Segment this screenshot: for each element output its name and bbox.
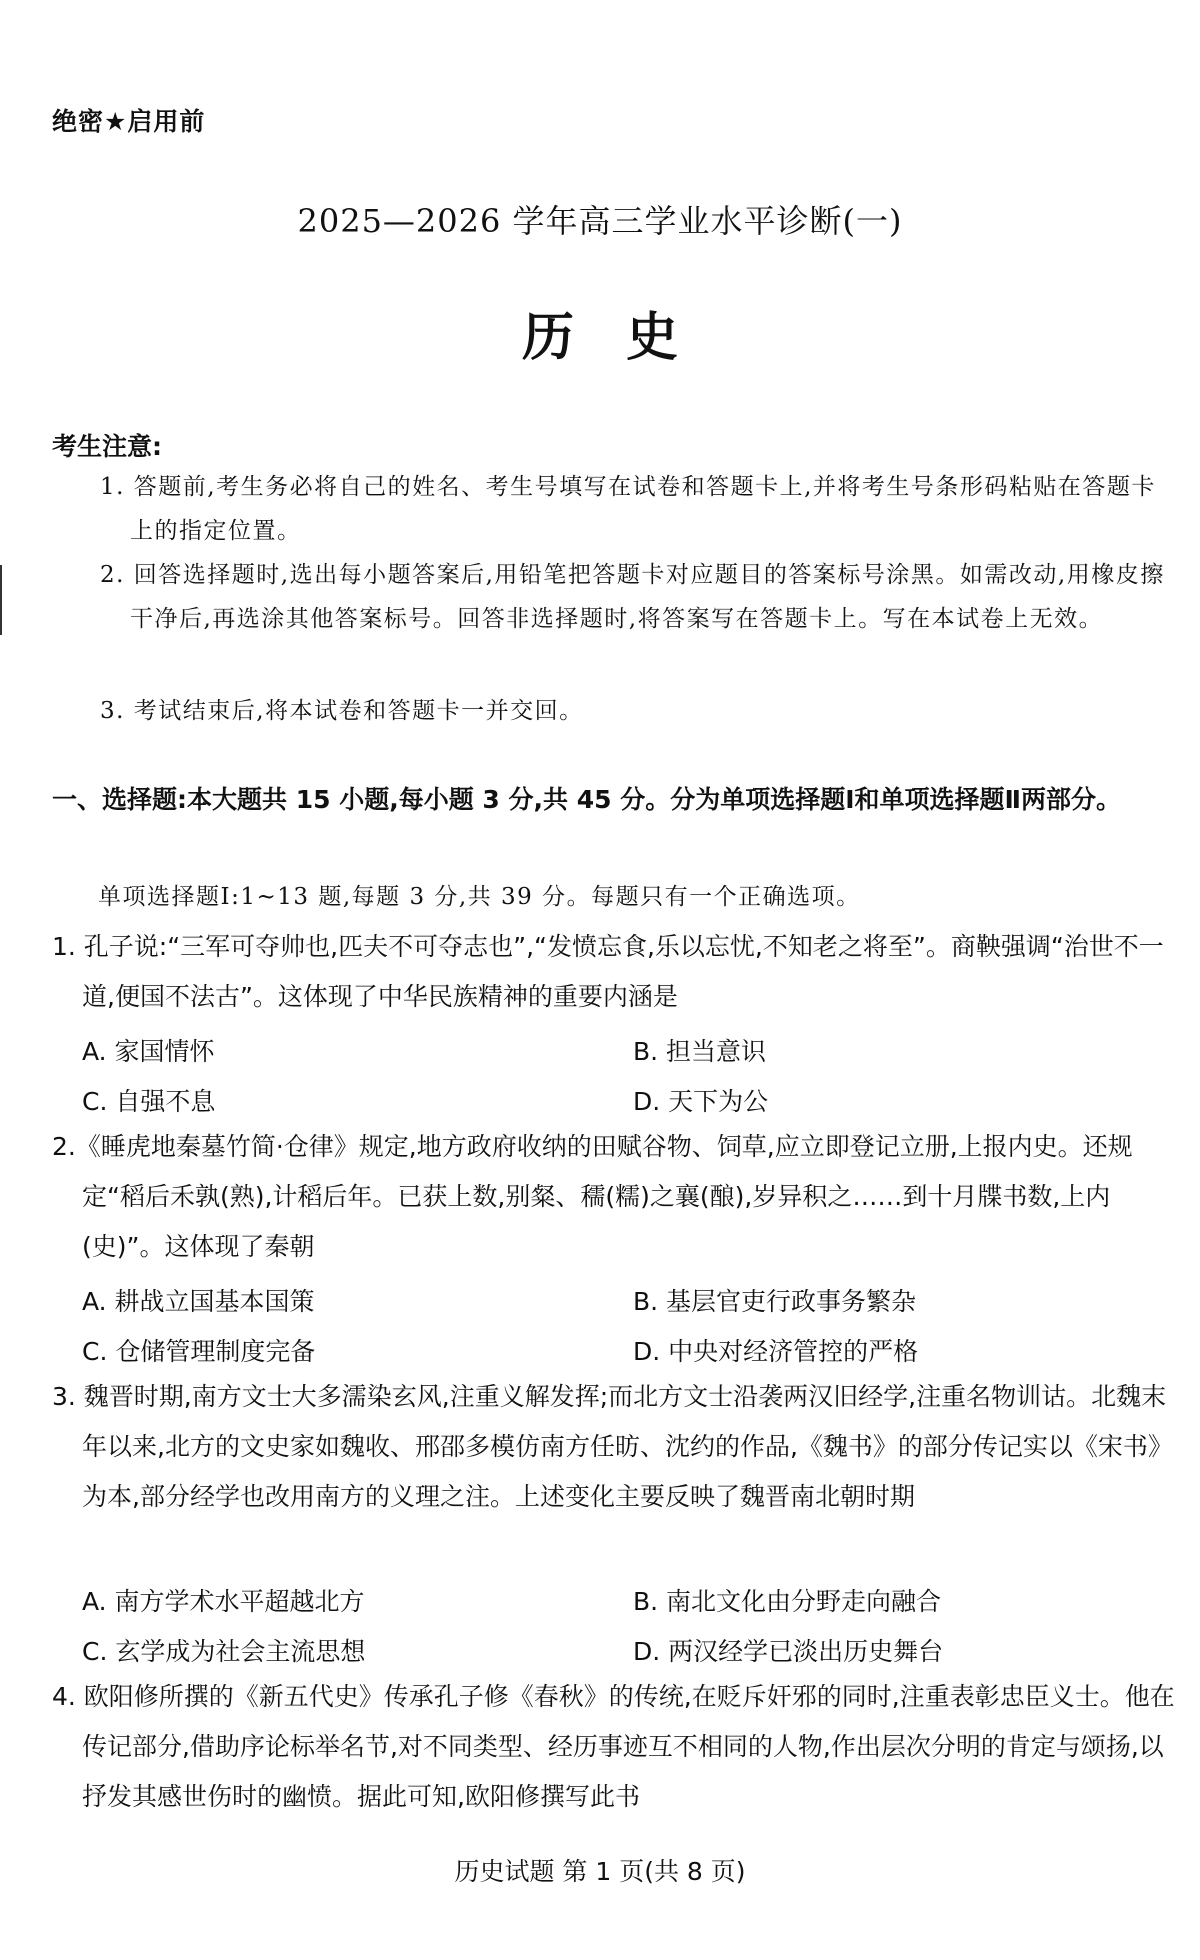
question-1-option-d: D. 天下为公 [633, 1087, 769, 1116]
question-1-option-a: A. 家国情怀 [82, 1037, 215, 1066]
question-3-option-c: C. 玄学成为社会主流思想 [82, 1637, 366, 1666]
question-3-option-a: A. 南方学术水平超越北方 [82, 1587, 365, 1616]
question-2-option-a: A. 耕战立国基本国策 [82, 1287, 315, 1316]
question-3-option-b: B. 南北文化由分野走向融合 [633, 1587, 942, 1616]
notice-item-3: 3. 考试结束后,将本试卷和答题卡一并交回。 [100, 698, 584, 724]
question-4-stem: 4. 欧阳修所撰的《新五代史》传承孔子修《春秋》的传统,在贬斥奸邪的同时,注重表彰忠臣义士。他在传记部分,借助序论标举名节,对不同类型、经历事迹互不相同的人物,作出层次分明的肯定与颂扬,以抒发其感世伤时的幽愤。据此可知,欧阳修撰写此书 [52, 1682, 1175, 1811]
exam-title: 2025—2026 学年高三学业水平诊断(一) [297, 202, 903, 240]
notice-item-1: 1. 答题前,考生务必将自己的姓名、考生号填写在试卷和答题卡上,并将考生号条形码粘贴在答题卡上的指定位置。 [100, 474, 1156, 544]
question-1-option-c: C. 自强不息 [82, 1087, 216, 1116]
question-2-option-d: D. 中央对经济管控的严格 [633, 1337, 919, 1366]
notice-item-2: 2. 回答选择题时,选出每小题答案后,用铅笔把答题卡对应题目的答案标号涂黑。如需改动,用橡皮擦干净后,再选涂其他答案标号。回答非选择题时,将答案写在答题卡上。写在本试卷上无效。 [100, 562, 1165, 632]
notice-heading: 考生注意: [52, 432, 162, 461]
question-3-stem: 3. 魏晋时期,南方文士大多濡染玄风,注重义解发挥;而北方文士沿袭两汉旧经学,注重名物训诂。北魏末年以来,北方的文史家如魏收、邢邵多模仿南方任昉、沈约的作品,《魏书》的部分传记实以《宋书》为本,部分经学也改用南方的义理之注。上述变化主要反映了魏晋南北朝时期 [52, 1382, 1173, 1511]
confidential-label: 绝密★启用前 [52, 107, 206, 136]
page-footer: 历史试题 第 1 页(共 8 页) [454, 1857, 746, 1886]
question-3-option-d: D. 两汉经学已淡出历史舞台 [633, 1637, 944, 1666]
question-1-stem: 1. 孔子说:“三军可夺帅也,匹夫不可夺志也”,“发愤忘食,乐以忘忧,不知老之将至”。商鞅强调“治世不一道,便国不法古”。这体现了中华民族精神的重要内涵是 [52, 932, 1164, 1011]
scan-edge-mark [0, 565, 2, 635]
section-heading: 一、选择题:本大题共 15 小题,每小题 3 分,共 45 分。分为单项选择题Ⅰ和单项选择题Ⅱ两部分。 [52, 785, 1121, 814]
question-2-stem: 2.《睡虎地秦墓竹简·仓律》规定,地方政府收纳的田赋谷物、饲草,应立即登记立册,上报内史。还规定“稻后禾孰(熟),计稻后年。已获上数,别粲、穤(糯)之襄(酿),岁异积之……到十月牒书数,上内(史)”。这体现了秦朝 [52, 1132, 1133, 1261]
question-2-option-c: C. 仓储管理制度完备 [82, 1337, 316, 1366]
subsection-heading: 单项选择题Ⅰ:1~13 题,每题 3 分,共 39 分。每题只有一个正确选项。 [98, 884, 861, 910]
question-2-option-b: B. 基层官吏行政事务繁杂 [633, 1287, 917, 1316]
subject-title: 历史 [521, 308, 730, 368]
question-1-option-b: B. 担当意识 [633, 1037, 767, 1066]
